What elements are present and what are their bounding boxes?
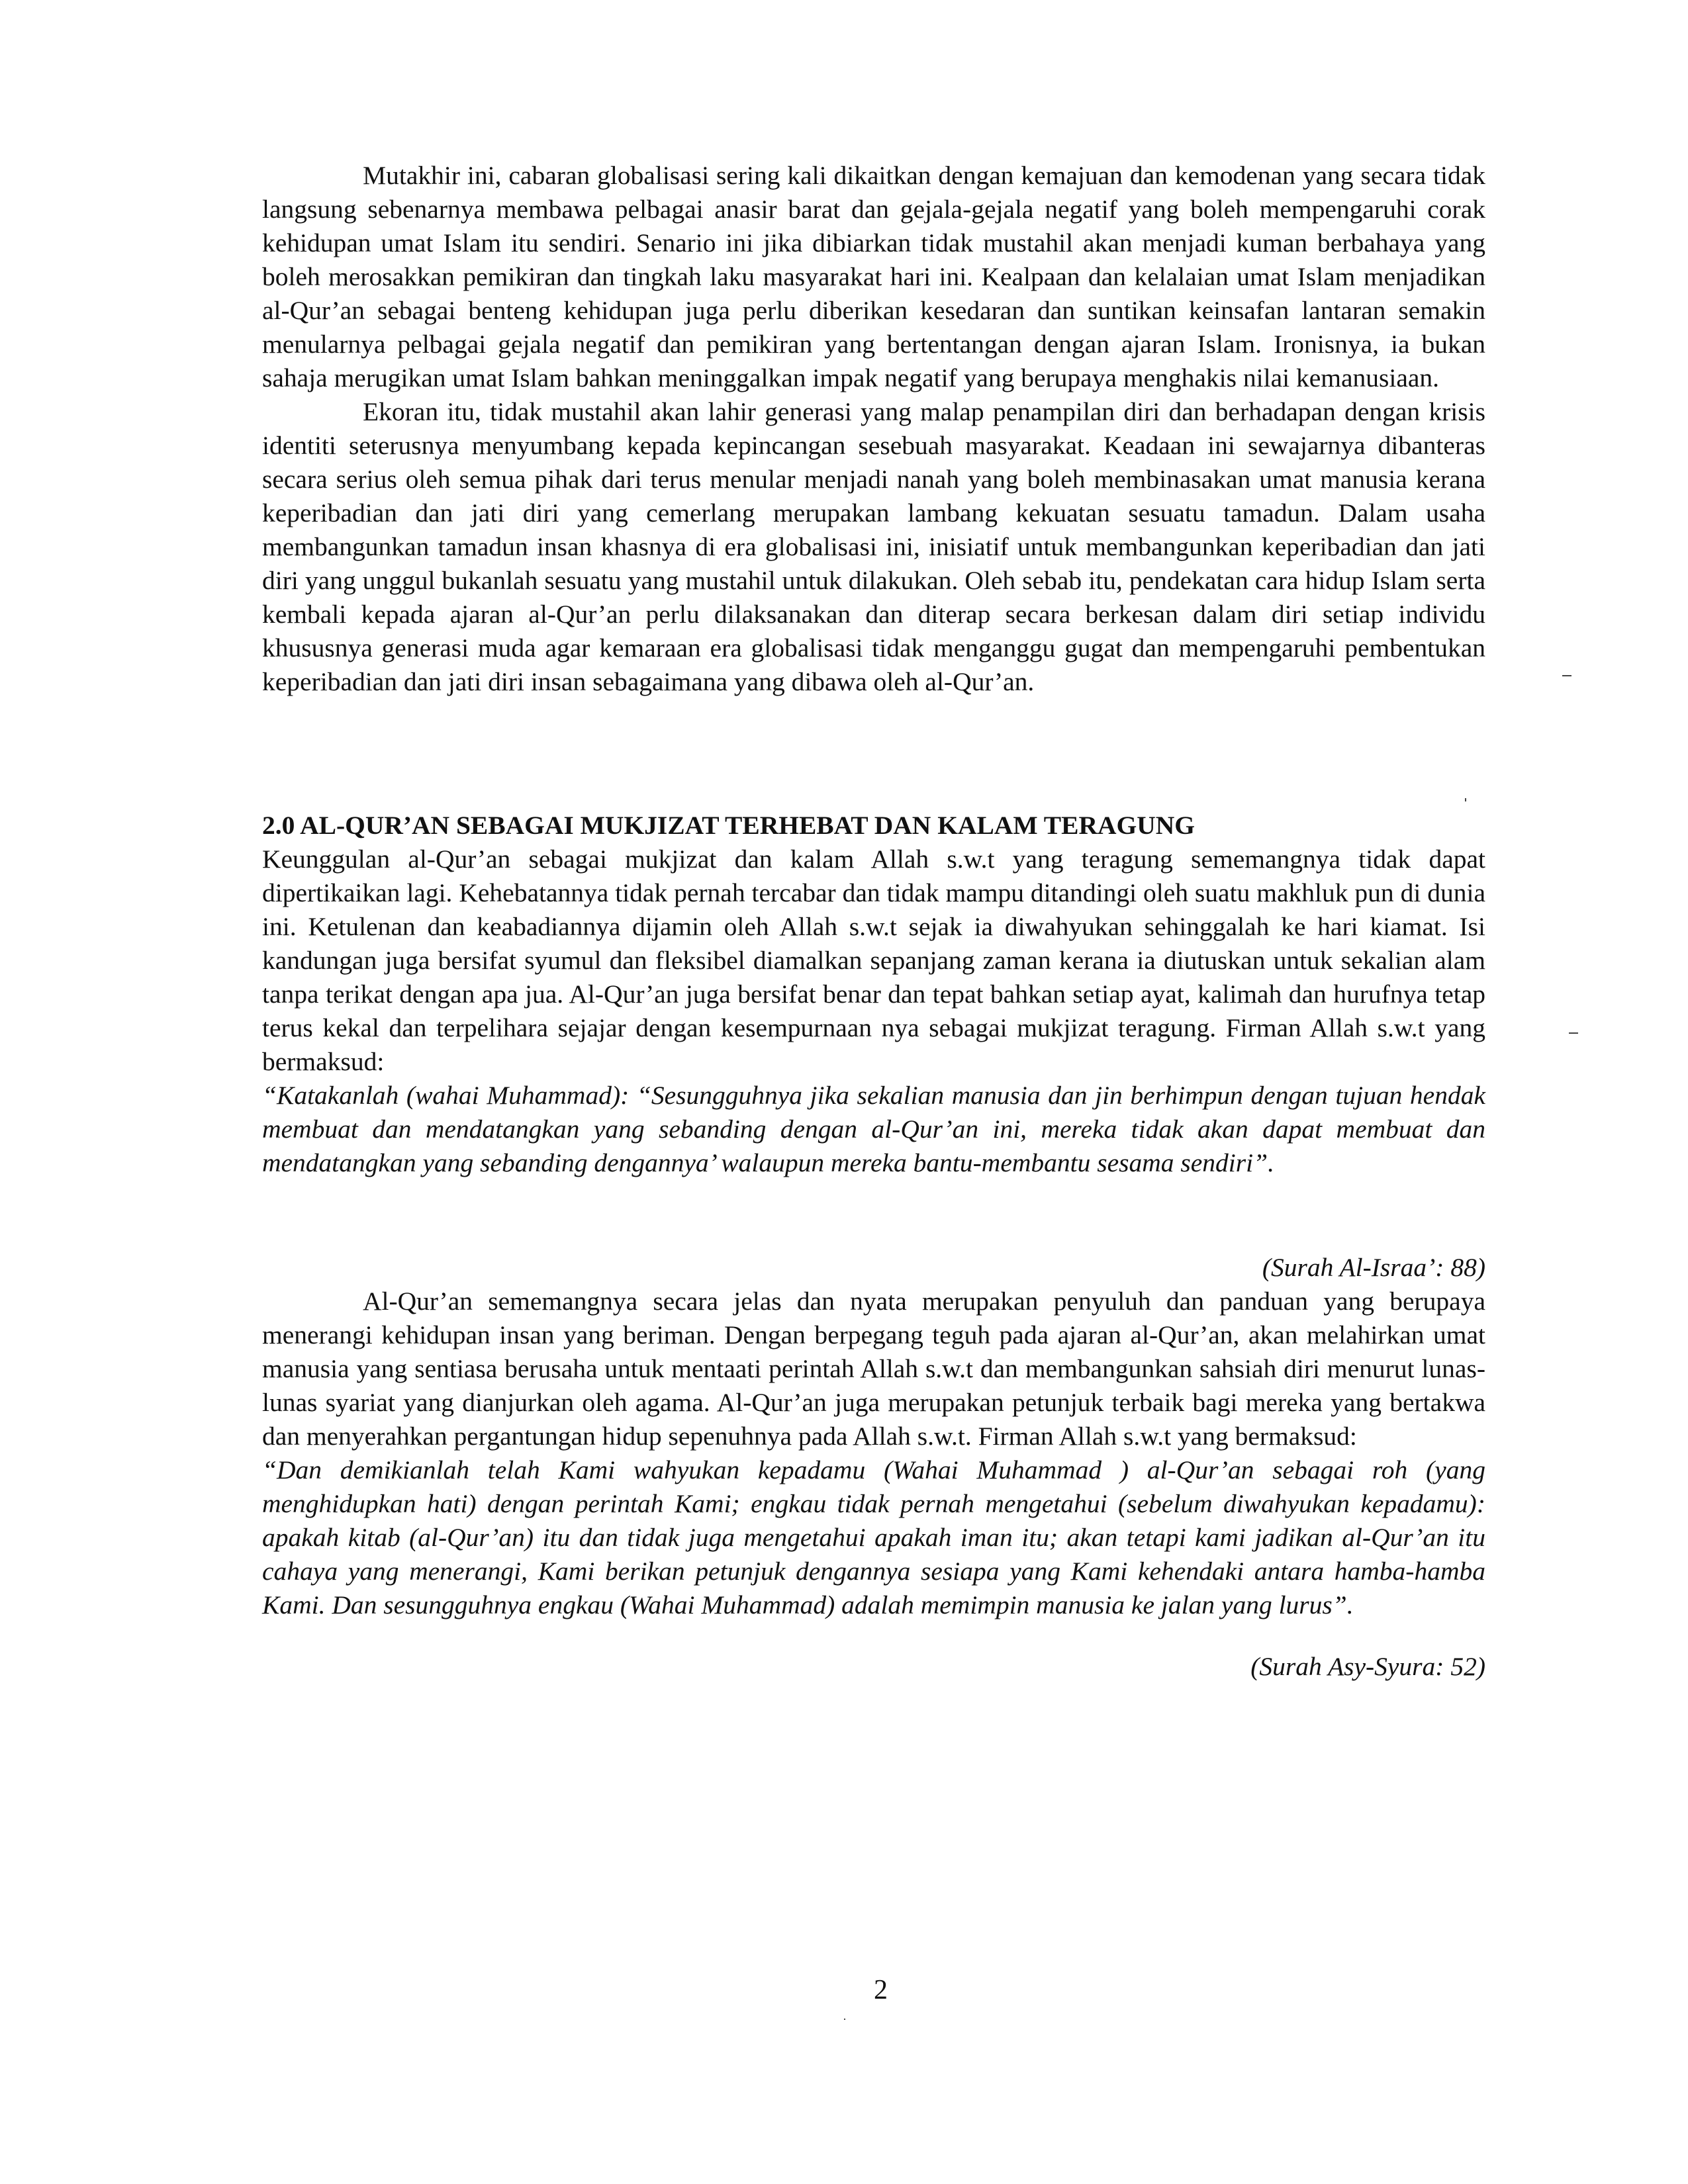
scan-artifact [1465,798,1466,801]
section-heading: 2.0 AL-QUR’AN SEBAGAI MUKJIZAT TERHEBAT DAN KALAM TERAGUNG [262,811,1196,840]
quote-asy-syura: “Dan demikianlah telah Kami wahyukan kepadamu (Wahai Muhammad ) al-Qur’an sebagai roh (yang menghidupkan hati) dengan perintah Kami; engkau tidak pernah mengetahui (sebelum diwahyukan kepadamu): apakah kitab (al-Qur’an) itu dan tidak juga mengetahui apakah iman itu; akan tetapi kami jadikan al-Qur’an itu cahaya yang menerangi, Kami berikan petunjuk dengannya sesiapa yang Kami kehendaki antara hamba-hamba Kami. Dan sesungguhnya engkau (Wahai Muhammad) adalah memimpin manusia ke jalan yang lurus”. [262,1455,1485,1619]
scan-artifact [844,2019,845,2020]
citation-al-israa: (Surah Al-Israa’: 88) [1262,1253,1485,1282]
section-2-paragraph-2: Al-Qur’an sememangnya secara jelas dan nyata merupakan penyuluh dan panduan yang berupaya menerangi kehidupan insan yang beriman. Dengan berpegang teguh pada ajaran al-Qur’an, akan melahirkan umat manusia yang sentiasa berusaha untuk mentaati perintah Allah s.w.t dan membangunkan sahsiah diri menurut lunas-lunas syariat yang dianjurkan oleh agama. Al-Qur’an juga merupakan petunjuk terbaik bagi mereka yang bertakwa dan menyerahkan pergantungan hidup sepenuhnya pada Allah s.w.t. Firman Allah s.w.t yang bermaksud: [262,1287,1485,1451]
scan-artifact [1562,675,1571,676]
scan-artifact [1569,1032,1578,1034]
intro-paragraph-2: Ekoran itu, tidak mustahil akan lahir generasi yang malap penampilan diri dan berhadapan dengan krisis identiti seterusnya menyumbang kepada kepincangan sesebuah masyarakat. Keadaan ini sewajarnya dibanteras secara serius oleh semua pihak dari terus menular menjadi nanah yang boleh membinasakan umat manusia kerana keperibadian dan jati diri yang cemerlang merupakan lambang kekuatan sesuatu tamadun. Dalam usaha membangunkan tamadun insan khasnya di era globalisasi ini, inisiatif untuk membangunkan keperibadian dan jati diri yang unggul bukanlah sesuatu yang mustahil untuk dilakukan. Oleh sebab itu, pendekatan cara hidup Islam serta kembali kepada ajaran al-Qur’an perlu dilaksanakan dan diterap secara berkesan dalam diri setiap individu khususnya generasi muda agar kemaraan era globalisasi tidak menganggu gugat dan mempengaruhi pembentukan keperibadian dan jati diri insan sebagaimana yang dibawa oleh al-Qur’an. [262,397,1485,696]
section-2-body-continued [262,1285,1485,1622]
quote-al-israa: “Katakanlah (wahai Muhammad): “Sesungguhnya jika sekalian manusia dan jin berhimpun dengan tujuan hendak membuat dan mendatangkan yang sebanding dengan al-Qur’an ini, mereka tidak akan dapat membuat dan mendatangkan yang sebanding dengannya’ walaupun mereka bantu-membantu sesama sendiri”. [262,1081,1485,1177]
citation-asy-syura: (Surah Asy-Syura: 52) [1250,1652,1485,1681]
intro-section [262,159,1485,699]
intro-paragraph-1: Mutakhir ini, cabaran globalisasi sering kali dikaitkan dengan kemajuan dan kemodenan yang secara tidak langsung sebenarnya membawa pelbagai anasir barat dan gejala-gejala negatif yang boleh mempengaruhi corak kehidupan umat Islam itu sendiri. Senario ini jika dibiarkan tidak mustahil akan menjadi kuman berbahaya yang boleh merosakkan pemikiran dan tingkah laku masyarakat hari ini. Kealpaan dan kelalaian umat Islam menjadikan al-Qur’an sebagai benteng kehidupan juga perlu diberikan kesedaran dan suntikan keinsafan lantaran semakin menularnya pelbagai gejala negatif dan pemikiran yang bertentangan dengan ajaran Islam. Ironisnya, ia bukan sahaja merugikan umat Islam bahkan meninggalkan impak negatif yang berupaya menghakis nilai kemanusiaan. [262,161,1485,392]
section-2-body [262,842,1485,1180]
section-2-paragraph-1: Keunggulan al-Qur’an sebagai mukjizat dan kalam Allah s.w.t yang teragung sememangnya tidak dapat dipertikaikan lagi. Kehebatannya tidak pernah tercabar dan tidak mampu ditandingi oleh suatu makhluk pun di dunia ini. Ketulenan dan keabadiannya dijamin oleh Allah s.w.t sejak ia diwahyukan sehinggalah ke hari kiamat. Isi kandungan juga bersifat syumul dan fleksibel diamalkan sepanjang zaman kerana ia diutuskan untuk sekalian alam tanpa terikat dengan apa jua. Al-Qur’an juga bersifat benar dan tepat bahkan setiap ayat, kalimah dan hurufnya tetap terus kekal dan terpelihara sejajar dengan kesempurnaan nya sebagai mukjizat teragung. Firman Allah s.w.t yang bermaksud: [262,844,1485,1076]
page-number: 2 [874,1975,888,2005]
